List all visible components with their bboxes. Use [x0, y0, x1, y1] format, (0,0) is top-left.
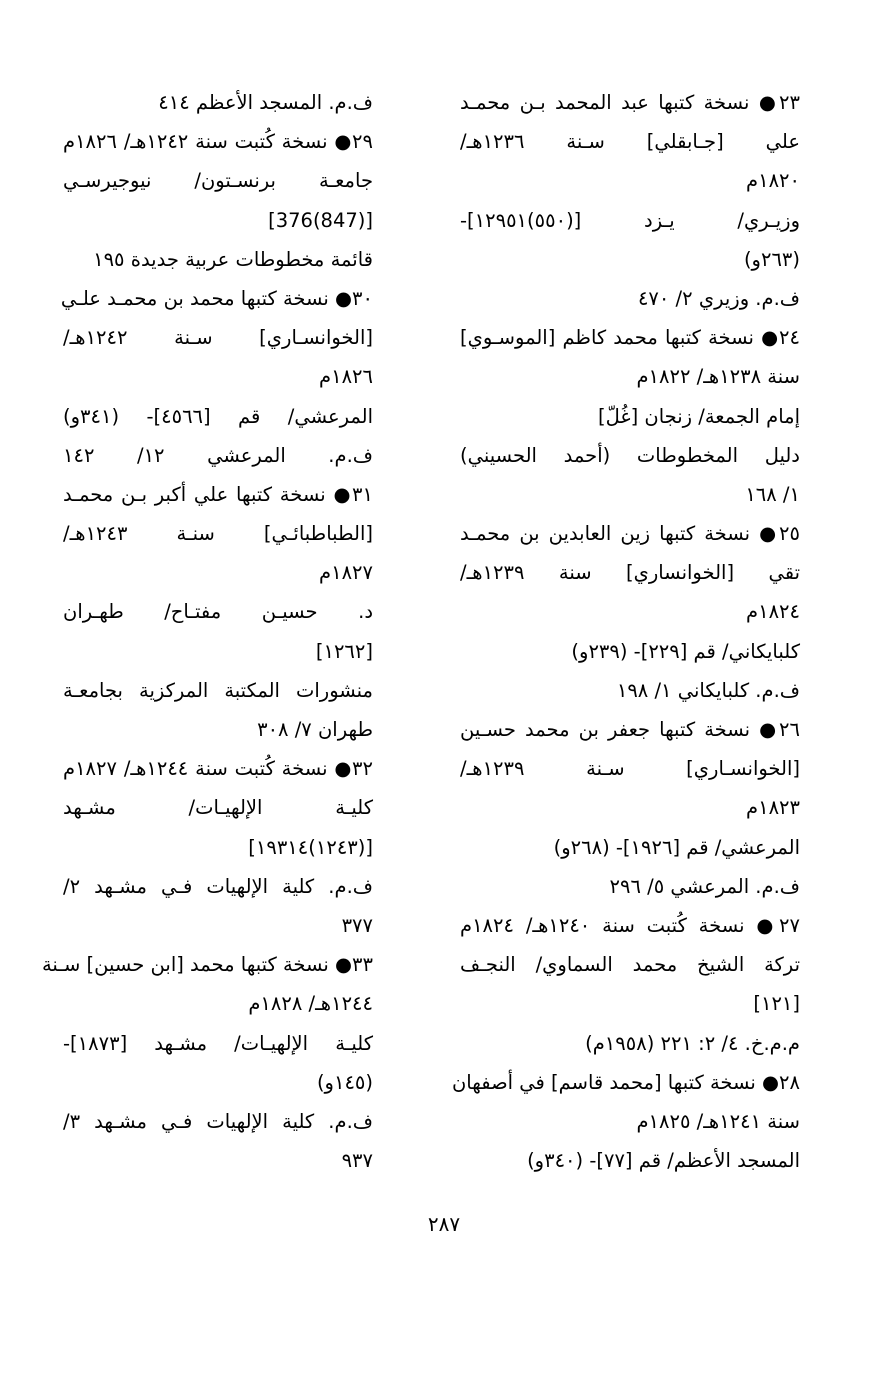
text-line: طهران ٧/ ٣٠٨	[257, 718, 373, 741]
text-line: ١/ ١٦٨	[745, 482, 800, 506]
text-line: ف.م. وزيري ٢/ ٤٧٠	[637, 286, 800, 310]
text-line: ٣٣● نسخة كتبها محمد [ابن حسين] سـنة	[41, 953, 373, 977]
text-line: ٢٨● نسخة كتبها [محمد قاسم] في أصفهان	[451, 1070, 800, 1094]
text-line: (٢٦٣و)	[743, 247, 800, 271]
text-line: المرعشي/ قم [١٩٢٦]- (٢٦٨و)	[553, 835, 800, 859]
text-line: (١٤٥و)	[316, 1070, 373, 1094]
text-line: ١٨٢٣م	[746, 796, 800, 820]
text-line: [١٢٦٢]	[315, 639, 373, 663]
text-line: ٣٠● نسخة كتبها محمد بن محمـد علـي	[60, 286, 373, 310]
text-line: ف.م. المرعشي ١٢/ ١٤٢	[63, 443, 373, 467]
text-line: ٢٣● نسخة كتبها عبد المحمد بـن محمـد	[460, 91, 800, 114]
text-line: دليل المخطوطات (أحمد الحسيني)	[460, 443, 800, 467]
text-line: [(١٢٤٣)١٩٣١٤]	[248, 835, 373, 859]
page-number: ٢٨٧	[427, 1212, 461, 1236]
text-line: ٣٧٧	[341, 913, 373, 937]
text-line: ف.م. كلبايكاني ١/ ١٩٨	[616, 678, 800, 702]
text-line: المرعشي/ قم [٤٥٦٦]- (٣٤١و)	[63, 404, 373, 428]
text-line: م.م.خ. ٤/ ٢: ٢٢١ (١٩٥٨م)	[585, 1031, 800, 1055]
text-line: ٢٧● نسخة كُتبت سنة ١٢٤٠هـ/ ١٨٢٤م	[460, 913, 800, 937]
text-line: ٢٤● نسخة كتبها محمد كاظم [الموسـوي]	[460, 326, 800, 350]
text-line: [(847)376]	[268, 208, 373, 232]
text-line: ف.م. كلية الإلهيات فـي مشـهد ٢/	[63, 874, 373, 898]
text-line: ف.م. المسجد الأعظم ٤١٤	[158, 91, 373, 114]
text-line: سنة ١٢٣٨هـ/ ١٨٢٢م	[636, 365, 800, 389]
text-line: ف.م. المرعشي ٥/ ٢٩٦	[609, 874, 800, 898]
text-line: علي [جـابقلي] سـنة ١٢٣٦هـ/	[460, 130, 800, 154]
text-line: ١٨٢٤م	[746, 600, 800, 624]
text-line: ١٨٢٧م	[319, 561, 373, 585]
text-line: [الخوانسـاري] سـنة ١٢٤٢هـ/	[63, 326, 373, 350]
text-line: إمام الجمعة/ زنجان [غُلّ]	[598, 404, 800, 428]
text-line: ٢٥● نسخة كتبها زين العابدين بن محمـد	[460, 522, 800, 546]
text-line: ٢٦● نسخة كتبها جعفر بن محمد حسـين	[460, 718, 800, 741]
text-line: [الطباطبائـي] سنـة ١٢٤٣هـ/	[63, 522, 373, 546]
text-line: تركة الشيخ محمد السماوي/ النجـف	[460, 953, 800, 977]
text-line: قائمة مخطوطات عربية جديدة ١٩٥	[93, 247, 373, 271]
text-line: ١٨٢٦م	[319, 365, 373, 389]
text-line: ٣٢● نسخة كُتبت سنة ١٢٤٤هـ/ ١٨٢٧م	[63, 757, 373, 781]
text-line: [الخوانسـاري] سـنة ١٢٣٩هـ/	[460, 757, 800, 781]
left-column	[41, 83, 373, 1180]
text-line: جامعـة برنسـتون/ نيوجيرسـي	[63, 169, 373, 193]
text-line: منشورات المكتبة المركزية بجامعـة	[63, 678, 373, 702]
text-line: ١٨٢٠م	[746, 169, 800, 193]
text-line: كليـة الإلهيـات/ مشـهد [١٨٧٣]-	[63, 1031, 373, 1055]
text-line: سنة ١٢٤١هـ/ ١٨٢٥م	[636, 1109, 800, 1133]
text-line: تقي [الخوانساري] سنة ١٢٣٩هـ/	[460, 561, 800, 585]
text-line: ١٢٤٤هـ/ ١٨٢٨م	[248, 992, 373, 1016]
text-line: المسجد الأعظم/ قم [٧٧]- (٣٤٠و)	[527, 1149, 800, 1173]
text-line: [١٢١]	[753, 992, 800, 1016]
text-line: ٩٣٧	[341, 1149, 373, 1173]
text-line: ٣١● نسخة كتبها علي أكبر بـن محمـد	[63, 482, 373, 506]
text-line: ف.م. كلية الإلهيات فـي مشـهد ٣/	[63, 1109, 373, 1133]
text-line: د. حسيـن مفتـاح/ طهـران	[63, 600, 373, 624]
right-column	[451, 83, 800, 1180]
text-line: ٢٩● نسخة كُتبت سنة ١٢٤٢هـ/ ١٨٢٦م	[63, 130, 373, 154]
text-line: كلبايكاني/ قم [٢٢٩]- (٢٣٩و)	[571, 639, 800, 663]
text-line: كليـة الإلهيـات/ مشـهد	[63, 796, 373, 820]
text-line: وزيـري/ يـزد [(٥٥٠)١٢٩٥١]-	[460, 208, 800, 232]
